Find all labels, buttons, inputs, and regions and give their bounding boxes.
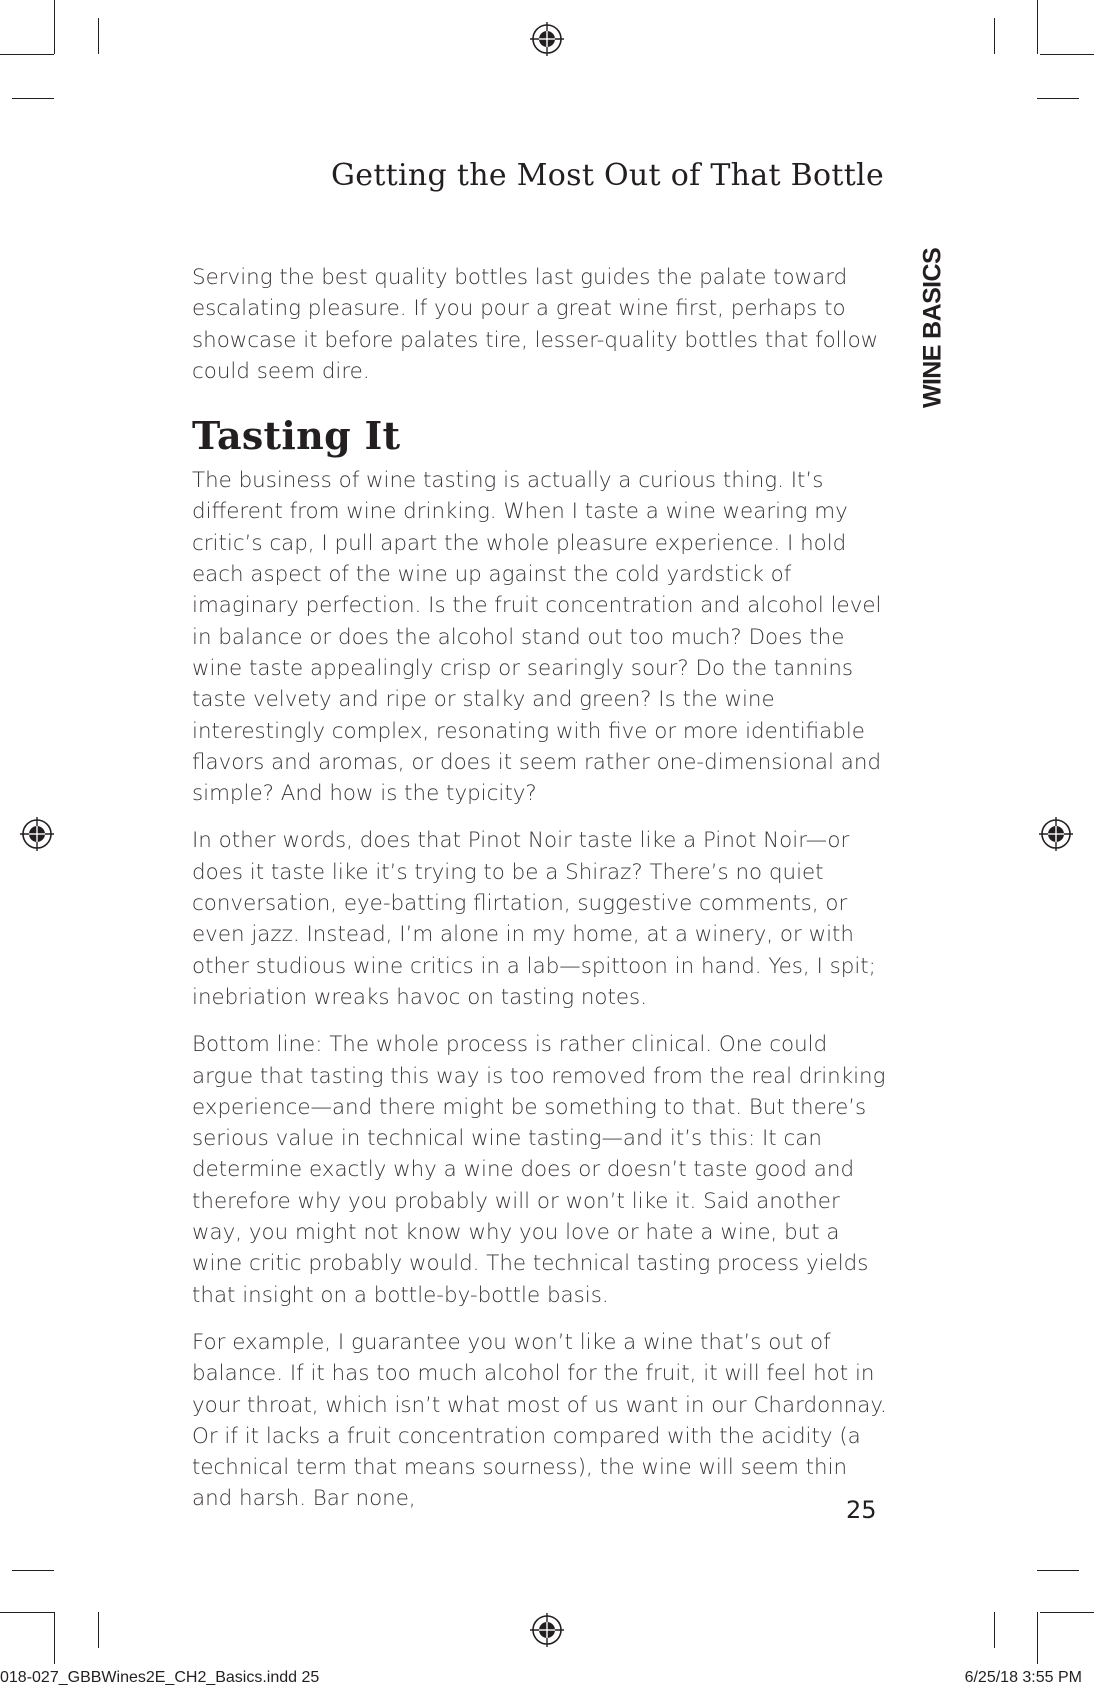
page-body <box>192 262 892 1531</box>
section-heading: Tasting It <box>192 413 401 459</box>
body-paragraph: The business of wine tasting is actually a curious thing. It’s different from wine drinking. When I taste a wine wearing my critic’s cap, I pull apart the whole pleasure experience. I hold each aspect of the wine up against the cold yardstick of imaginary perfection. Is the fruit concentration and alcohol level in balance or does the alcohol stand out too much? Does the wine taste appealingly crisp or searingly sour? Do the tannins taste velvety and ripe or stalky and green? Is the wine interestingly complex, resonating with five or more identifiable flavors and aromas, or does it seem rather one-dimensional and simple? And how is the typicity? <box>192 468 882 807</box>
crop-mark <box>1040 54 1094 55</box>
crop-mark <box>1037 1612 1038 1664</box>
crop-mark <box>1037 1570 1079 1571</box>
crop-mark <box>994 18 995 54</box>
page-number: 25 <box>846 1496 877 1524</box>
crop-mark <box>1037 0 1038 54</box>
crop-mark <box>12 1570 54 1571</box>
crop-mark <box>54 0 55 54</box>
registration-mark-icon <box>530 1613 564 1647</box>
body-paragraph: In other words, does that Pinot Noir taste like a Pinot Noir—or does it taste like it’s trying to be a Shiraz? There’s no quiet conversation, eye-batting flirtation, suggestive comments, or even jazz. Instead, I’m alone in my home, at a winery, or with other studious wine critics in a lab—spittoon in hand. Yes, I spit; inebriation wreaks havoc on tasting notes. <box>192 828 876 1010</box>
crop-mark <box>0 1612 54 1613</box>
intro-paragraph: Serving the best quality bottles last guides the palate toward escalating pleasure. If you pour a great wine first, perhaps to showcase it before palates tire, lesser-quality bottles that follow could seem dire. <box>192 265 879 384</box>
crop-mark <box>0 54 54 55</box>
section-tab <box>916 247 950 409</box>
crop-mark <box>54 1612 55 1664</box>
crop-mark <box>12 98 54 99</box>
crop-mark <box>994 1612 995 1648</box>
registration-mark-icon <box>1039 817 1073 851</box>
crop-mark <box>98 1612 99 1648</box>
slug-file: 018-027_GBBWines2E_CH2_Basics.indd 25 <box>0 1669 320 1686</box>
slug-date: 6/25/18 3:55 PM <box>964 1669 1082 1686</box>
running-head: Getting the Most Out of That Bottle <box>331 158 885 193</box>
section-tab-label: WINE BASICS <box>918 247 947 409</box>
registration-mark-icon <box>20 817 54 851</box>
body-paragraph: Bottom line: The whole process is rather clinical. One could argue that tasting this way is too removed from the real drinking experience—and there might be something to that. But there’s serious value in technical wine tasting—and it’s this: It can determine exactly why a wine does or doesn’t taste good and therefore why you probably will or won’t like it. Said another way, you might not know why you love or hate a wine, but a wine critic probably would. The technical tasting process yields that insight on a bottle-by-bottle basis. <box>192 1032 886 1308</box>
registration-mark-icon <box>530 22 564 56</box>
crop-mark <box>1040 1612 1094 1613</box>
body-paragraph: For example, I guarantee you won’t like a wine that’s out of balance. If it has too much alcohol for the fruit, it will feel hot in your throat, which isn’t what most of us want in our Chardonnay. Or if it lacks a fruit concentration compared with the acidity (a technical term that means sourness), the wine will seem thin and harsh. Bar none, <box>192 1329 887 1512</box>
crop-mark <box>1037 98 1079 99</box>
crop-mark <box>98 18 99 54</box>
